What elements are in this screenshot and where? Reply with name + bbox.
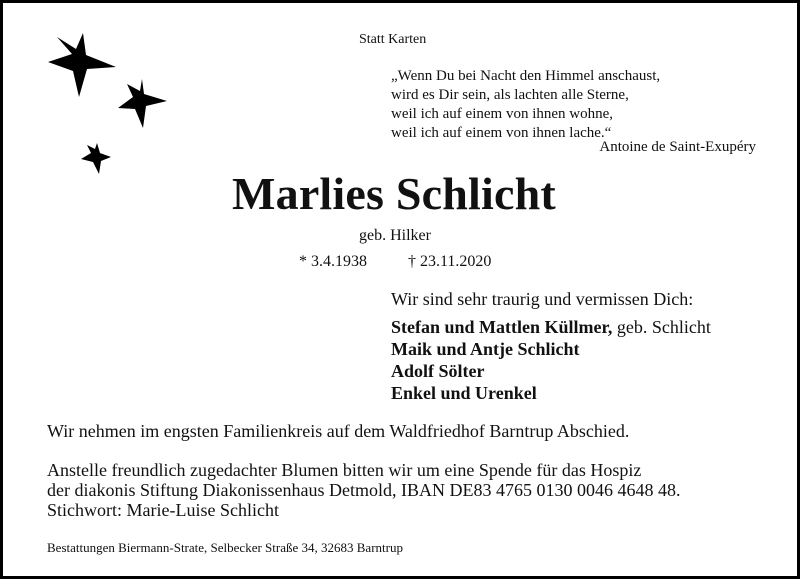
stars-decoration — [43, 31, 173, 181]
mourner-names: Maik und Antje Schlicht — [391, 339, 580, 359]
mourner-note: geb. Schlicht — [612, 317, 711, 337]
mourner-names: Stefan und Mattlen Küllmer, — [391, 317, 613, 337]
quote-line: wird es Dir sein, als lachten alle Sterne, — [391, 87, 629, 103]
donation-line: der diakonis Stiftung Diakonissenhaus Detmold, IBAN DE83 4765 0130 0046 4648 48. — [47, 480, 681, 500]
star-icon — [81, 143, 111, 174]
mourning-text: Wir sind sehr traurig und vermissen Dich: — [391, 289, 694, 309]
maiden-name: geb. Hilker — [359, 227, 431, 244]
birth-date: * 3.4.1938 — [299, 253, 367, 270]
mourner-line — [391, 360, 711, 382]
quote-line: weil ich auf einem von ihnen lache.“ — [391, 125, 612, 141]
statt-karten-header: Statt Karten — [359, 32, 427, 47]
star-icon — [118, 79, 167, 128]
quote-line: „Wenn Du bei Nacht den Himmel anschaust, — [391, 68, 661, 84]
star-icon — [48, 33, 116, 97]
donation-notice — [47, 460, 680, 520]
mourner-line — [391, 316, 711, 338]
deceased-name: Marlies Schlicht — [232, 168, 556, 219]
quote-block — [391, 67, 660, 143]
mourner-names: Adolf Sölter — [391, 361, 485, 381]
quote-line: weil ich auf einem von ihnen wohne, — [391, 106, 614, 122]
quote-author: Antoine de Saint-Exupéry — [599, 139, 756, 155]
donation-line: Anstelle freundlich zugedachter Blumen bitten wir um eine Spende für das Hospiz — [47, 460, 642, 480]
undertaker-info: Bestattungen Biermann-Strate, Selbecker Straße 34, 32683 Barntrup — [47, 540, 403, 555]
mourner-line — [391, 382, 711, 404]
death-date: † 23.11.2020 — [408, 253, 492, 270]
mourner-names: Enkel und Urenkel — [391, 383, 537, 403]
donation-line: Stichwort: Marie-Luise Schlicht — [47, 500, 279, 520]
burial-notice: Wir nehmen im engsten Familienkreis auf dem Waldfriedhof Barntrup Abschied. — [47, 421, 630, 441]
mourner-line — [391, 338, 711, 360]
mourners-list — [391, 316, 711, 404]
